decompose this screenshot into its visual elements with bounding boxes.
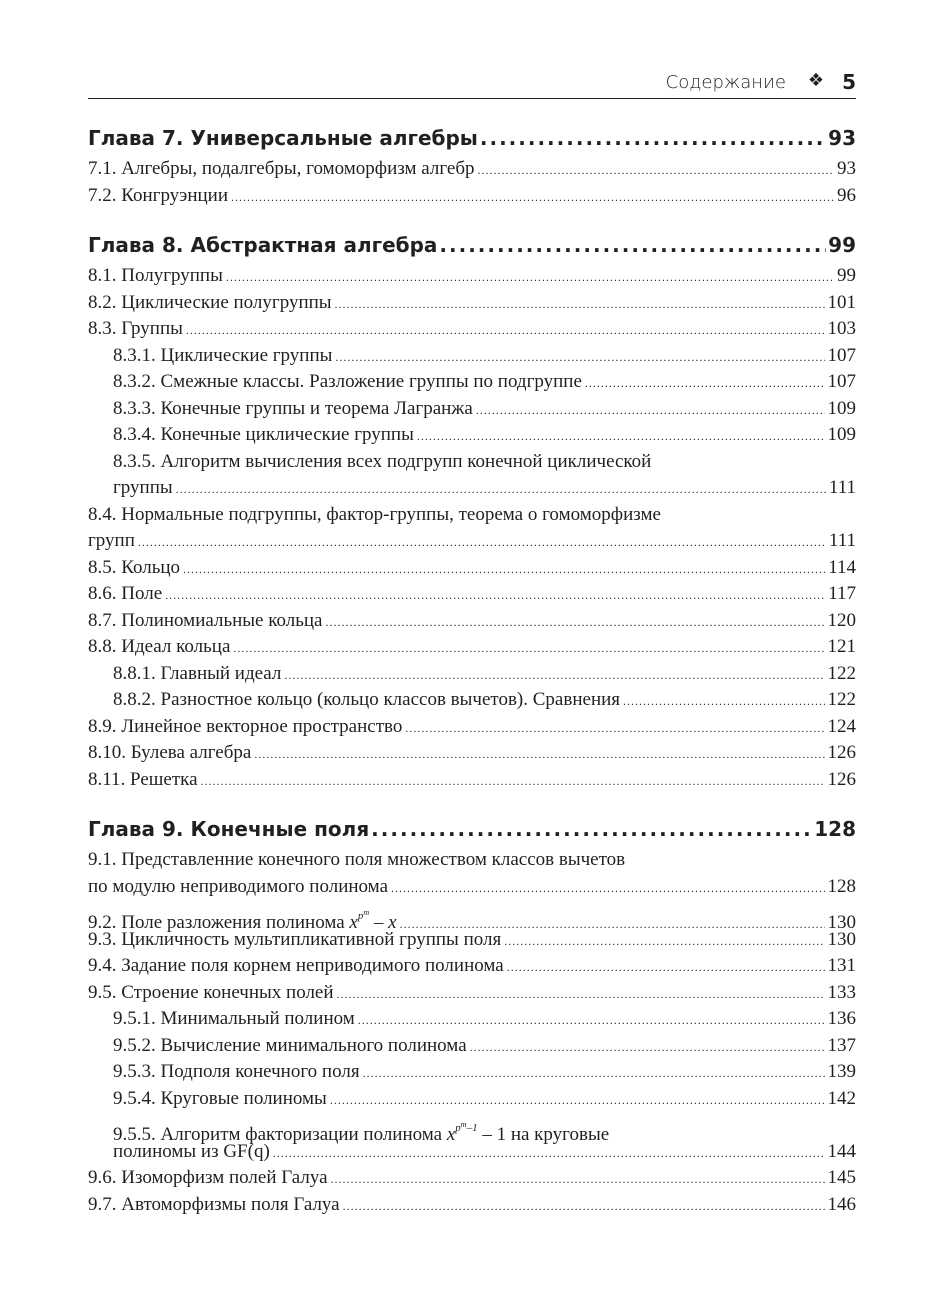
entry-page-number: 142 (827, 1087, 856, 1109)
toc-entry-row (88, 1086, 856, 1113)
dot-leader (363, 1060, 825, 1087)
entry-title-text: 9.1. Представленние конечного поля множеством классов вычетов (88, 849, 626, 870)
toc-entry-row (88, 900, 856, 933)
dot-leader (183, 556, 825, 583)
entry-title-text: 9.5.3. Подполя конечного поля (113, 1061, 360, 1082)
entry-title (113, 1006, 355, 1033)
dot-leader (335, 344, 824, 371)
entry-page-number: 131 (827, 955, 856, 976)
entry-title (88, 953, 504, 980)
toc-entry-row (88, 927, 856, 954)
dot-leader (405, 715, 824, 742)
entry-page-number: 120 (827, 609, 856, 631)
entry-title (88, 581, 162, 608)
table-of-contents (88, 120, 856, 1236)
dot-leader (284, 662, 824, 689)
toc-subsection[interactable] (88, 449, 856, 502)
entry-title-line (88, 502, 856, 529)
dot-leader (201, 768, 825, 795)
entry-title-text: 8.2. Циклические полугруппы (88, 291, 332, 313)
entry-title (88, 767, 198, 794)
entry-title-text: 7.1. Алгебры, подалгебры, гомоморфизм алгебр (88, 158, 475, 179)
toc-section[interactable] (88, 714, 856, 741)
toc-entry-row (88, 608, 856, 635)
entry-title (88, 316, 183, 343)
entry-page-number: 109 (827, 397, 856, 419)
dot-leader (478, 157, 835, 184)
toc-section[interactable] (88, 953, 856, 980)
entry-page-number: 114 (828, 556, 856, 578)
toc-entry-row (88, 874, 856, 901)
dot-leader (176, 476, 826, 503)
entry-title-text: 8.8.2. Разностное кольцо (кольцо классов вычетов). Сравнения (113, 689, 621, 710)
entry-page-number: 126 (827, 742, 856, 763)
formula-variable: x (349, 912, 358, 933)
dot-leader (439, 227, 826, 263)
dot-leader (585, 370, 825, 397)
chapter-page-number: 99 (828, 233, 856, 257)
entry-page-number: 133 (827, 981, 856, 1003)
entry-title-line (88, 1112, 856, 1145)
toc-subsection[interactable] (88, 1086, 856, 1113)
entry-page-number: 146 (827, 1193, 856, 1215)
toc-section[interactable] (88, 634, 856, 661)
toc-section[interactable] (88, 316, 856, 343)
entry-title (88, 874, 388, 901)
entry-page-number: 122 (827, 662, 856, 684)
chapter-title: Глава 8. Абстрактная алгебра (88, 233, 438, 257)
entry-title (88, 183, 228, 210)
entry-title (88, 980, 334, 1007)
toc-subsection[interactable] (88, 422, 856, 449)
toc-entry-row (88, 475, 856, 502)
toc-entry-row (88, 1033, 856, 1060)
toc-entry-row (88, 714, 856, 741)
toc-entry-row (88, 687, 856, 714)
dot-leader (165, 582, 825, 609)
entry-page-number: 128 (827, 875, 856, 897)
toc-entry-row (88, 396, 856, 423)
entry-title-text: 9.6. Изоморфизм полей Галуа (88, 1167, 328, 1188)
entry-title (88, 555, 180, 582)
toc-entry-row (88, 183, 856, 210)
toc-section[interactable] (88, 555, 856, 582)
entry-title-text: 8.8.1. Главный идеал (113, 662, 282, 684)
entry-page-number: 107 (827, 371, 856, 392)
dot-leader (273, 1140, 825, 1167)
entry-page-number: 130 (827, 912, 856, 933)
formula-exponent: pm (357, 908, 370, 922)
toc-entry-row (88, 767, 856, 794)
dot-leader (623, 688, 824, 715)
toc-section[interactable] (88, 847, 856, 900)
chapter-title: Глава 9. Конечные поля (88, 817, 370, 841)
toc-section[interactable] (88, 927, 856, 954)
entry-title (88, 290, 332, 317)
entry-title-text: 9.5.2. Вычисление минимального полинома (113, 1034, 467, 1056)
dot-leader (480, 120, 826, 156)
entry-title-text: 8.10. Булева алгебра (88, 742, 252, 763)
entry-title-text: 9.4. Задание поля корнем неприводимого полинома (88, 955, 504, 976)
formula-tail: – x (369, 912, 397, 933)
entry-title-text: 8.3.3. Конечные группы и теорема Лагранжа (113, 397, 473, 419)
toc-subsection[interactable] (88, 369, 856, 396)
toc-entry-row (88, 290, 856, 317)
entry-title-text: 8.1. Полугруппы (88, 265, 223, 286)
toc-entry-row (88, 661, 856, 688)
dot-leader (391, 875, 824, 902)
entry-title-text: 8.3.5. Алгоритм вычисления всех подгрупп конечной циклической (113, 450, 652, 472)
toc-entry-row (88, 1006, 856, 1033)
toc-section[interactable] (88, 581, 856, 608)
dot-leader (504, 928, 824, 955)
dot-leader (476, 397, 825, 424)
entry-title (88, 634, 230, 661)
chapter-title: Глава 7. Универсальные алгебры (88, 126, 478, 150)
entry-title (113, 1139, 270, 1166)
dot-leader (138, 529, 826, 556)
dot-leader (254, 741, 824, 768)
chapter-section (88, 811, 856, 1218)
entry-page-number: 117 (828, 583, 856, 604)
entry-page-number: 107 (827, 344, 856, 366)
entry-page-number: 130 (827, 928, 856, 950)
entry-title (113, 661, 281, 688)
entry-title (113, 1033, 467, 1060)
entry-title (88, 263, 223, 290)
dot-leader (507, 954, 825, 981)
entry-title (113, 422, 414, 449)
toc-entry-row (88, 263, 856, 290)
dot-leader (358, 1007, 825, 1034)
toc-section[interactable] (88, 900, 856, 933)
entry-title-text: 8.11. Решетка (88, 768, 198, 790)
chapter-heading[interactable] (88, 120, 856, 156)
entry-title (113, 343, 332, 370)
entry-title-text: 9.7. Автоморфизмы поля Галуа (88, 1193, 340, 1215)
toc-entry-row (88, 422, 856, 449)
entry-title (88, 528, 135, 555)
entry-page-number: 111 (828, 477, 856, 498)
toc-entry-row (88, 316, 856, 343)
entry-title-text: 9.5.5. Алгоритм факторизации полинома (113, 1124, 447, 1145)
entry-title (113, 1086, 327, 1113)
entry-title (88, 740, 251, 767)
entry-title-text: 8.4. Нормальные подгруппы, фактор-группы, теорема о гомоморфизме (88, 503, 661, 525)
toc-section[interactable] (88, 608, 856, 635)
entry-title-text: 7.2. Конгруэнции (88, 184, 229, 206)
toc-entry-row (88, 156, 856, 183)
toc-section[interactable] (88, 1192, 856, 1219)
entry-title-text: групп (88, 530, 135, 551)
entry-title (113, 687, 620, 714)
toc-entry-row (88, 1165, 856, 1192)
chapter-page-number: 128 (814, 817, 856, 841)
formula-variable: x (446, 1124, 456, 1145)
entry-page-number: 122 (827, 689, 856, 710)
entry-page-number: 124 (827, 715, 856, 737)
entry-title-text: 8.8. Идеал кольца (88, 636, 231, 657)
dot-leader (186, 317, 825, 344)
toc-entry-row (88, 528, 856, 555)
entry-title-text: 8.6. Поле (88, 583, 163, 604)
entry-title-text: 8.3.4. Конечные циклические группы (113, 424, 414, 445)
chapter-section (88, 227, 856, 793)
running-header (88, 72, 856, 99)
entry-page-number: 99 (837, 265, 856, 286)
header-title: Содержание (665, 72, 786, 93)
entry-page-number: 101 (827, 291, 856, 313)
toc-entry-row (88, 1192, 856, 1219)
entry-title (88, 927, 501, 954)
entry-title-text: 8.7. Полиномиальные кольца (88, 609, 323, 631)
entry-title (113, 369, 582, 396)
toc-subsection[interactable] (88, 343, 856, 370)
toc-entry-row (88, 1139, 856, 1166)
toc-entry-row (88, 555, 856, 582)
toc-entry-row (88, 634, 856, 661)
entry-title-text-tail: – 1 на круговые (477, 1124, 610, 1145)
toc-entry-row (88, 953, 856, 980)
dot-leader (470, 1034, 825, 1061)
entry-title (113, 475, 173, 502)
entry-title (88, 1165, 328, 1192)
toc-subsection[interactable] (88, 687, 856, 714)
entry-page-number: 139 (827, 1061, 856, 1082)
entry-title-text: 8.5. Кольцо (88, 556, 181, 578)
entry-title (113, 396, 473, 423)
dot-leader (337, 981, 825, 1008)
dot-leader (331, 1166, 825, 1193)
toc-subsection[interactable] (88, 1059, 856, 1086)
entry-title-text: 8.3.2. Смежные классы. Разложение группы по подгруппе (113, 371, 582, 392)
entry-title-line (88, 449, 856, 476)
dot-leader (371, 811, 812, 847)
chapter-heading[interactable] (88, 227, 856, 263)
toc-subsection[interactable] (88, 1033, 856, 1060)
entry-page-number: 93 (837, 158, 856, 179)
entry-title (88, 1192, 340, 1219)
dot-leader (326, 609, 825, 636)
dot-leader (226, 264, 834, 291)
dot-leader (233, 635, 824, 662)
chapter-section (88, 120, 856, 209)
entry-title-text: 8.9. Линейное векторное пространство (88, 715, 403, 737)
entry-title-text: 9.5.4. Круговые полиномы (113, 1087, 327, 1109)
dot-leader (417, 423, 825, 450)
dot-leader (343, 1193, 825, 1220)
toc-section[interactable] (88, 980, 856, 1007)
entry-title (88, 608, 323, 635)
entry-title-text: 9.5. Строение конечных полей (88, 981, 334, 1003)
formula-exponent-power: m (460, 1120, 467, 1129)
formula-exponent: pm–1 (455, 1120, 478, 1134)
entry-title-text: 9.3. Цикличность мультипликативной группы поля (88, 928, 502, 950)
toc-subsection[interactable] (88, 661, 856, 688)
entry-title-text: 9.5.1. Минимальный полином (113, 1008, 355, 1029)
entry-page-number: 136 (827, 1008, 856, 1029)
chapter-page-number: 93 (828, 126, 856, 150)
ornament-icon: ❖ (807, 70, 824, 91)
formula-exponent-power: m (363, 908, 370, 917)
toc-entry-row (88, 343, 856, 370)
toc-entry-row (88, 1059, 856, 1086)
dot-leader (330, 1087, 825, 1114)
entry-page-number: 109 (827, 424, 856, 445)
toc-section[interactable] (88, 740, 856, 767)
toc-entry-row (88, 581, 856, 608)
entry-title (88, 156, 475, 183)
entry-title-text: 8.3.1. Циклические группы (113, 344, 333, 366)
toc-section[interactable] (88, 183, 856, 210)
page-number: 5 (842, 70, 856, 94)
entry-page-number: 103 (827, 318, 856, 339)
entry-page-number: 126 (827, 768, 856, 790)
entry-title (88, 714, 402, 741)
entry-page-number: 144 (827, 1140, 856, 1162)
entry-title-text: 9.2. Поле разложения полинома (88, 912, 350, 933)
formula-exponent-tail: –1 (466, 1122, 478, 1134)
chapter-heading[interactable] (88, 811, 856, 847)
dot-leader (231, 184, 834, 211)
toc-entry-row (88, 369, 856, 396)
toc-entry-row (88, 980, 856, 1007)
toc-section[interactable] (88, 1165, 856, 1192)
entry-title (113, 1059, 360, 1086)
toc-section[interactable] (88, 263, 856, 290)
entry-page-number: 137 (827, 1034, 856, 1056)
entry-page-number: 145 (827, 1167, 856, 1188)
entry-page-number: 96 (837, 184, 856, 206)
toc-subsection[interactable] (88, 396, 856, 423)
entry-title-text: полиномы из GF(q) (113, 1140, 270, 1162)
toc-subsection[interactable] (88, 1006, 856, 1033)
entry-title-text: 8.3. Группы (88, 318, 183, 339)
entry-title-text: по модулю неприводимого полинома (88, 875, 389, 897)
entry-page-number: 111 (828, 530, 856, 551)
entry-page-number: 121 (827, 636, 856, 657)
toc-entry-row (88, 740, 856, 767)
toc-section[interactable] (88, 767, 856, 794)
toc-subsection[interactable] (88, 1112, 856, 1165)
entry-title-line (88, 847, 856, 874)
toc-section[interactable] (88, 290, 856, 317)
dot-leader (335, 291, 825, 318)
toc-section[interactable] (88, 502, 856, 555)
toc-section[interactable] (88, 156, 856, 183)
entry-title-text: группы (113, 477, 173, 498)
